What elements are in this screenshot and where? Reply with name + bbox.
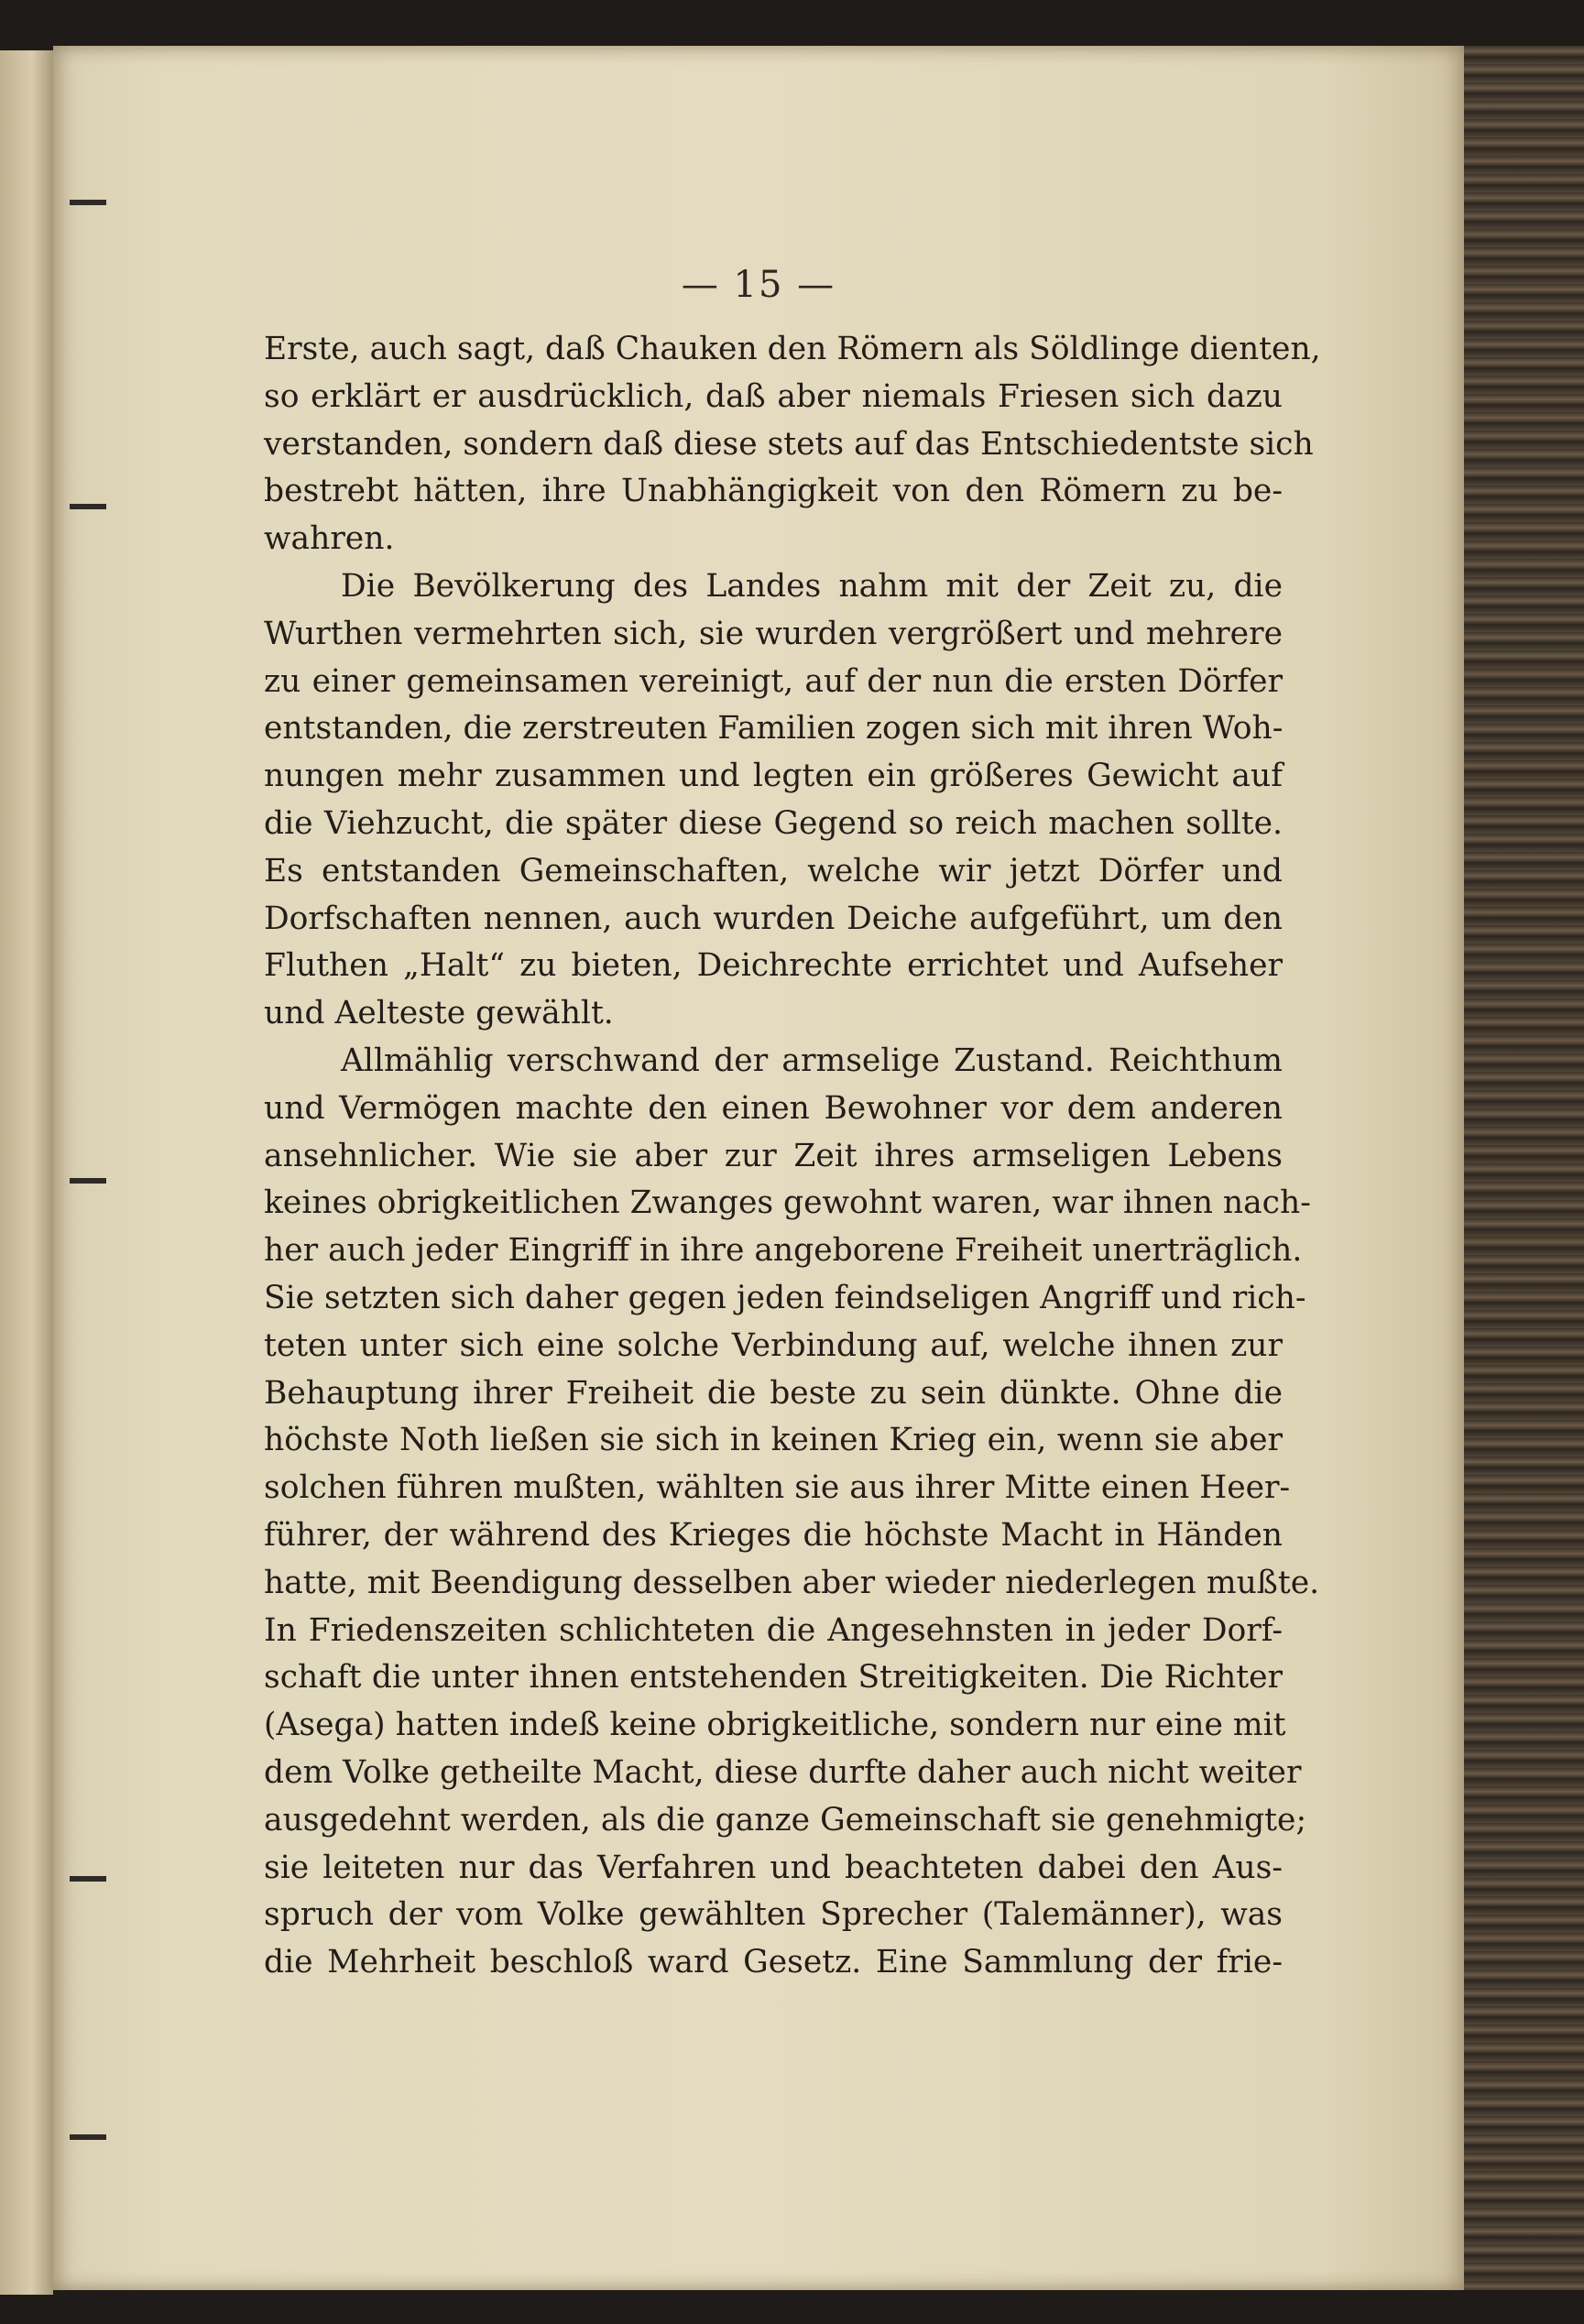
left-page-edge — [0, 50, 53, 2295]
text-line: sie leiteten nur das Verfahren und beachteten dabei den Aus- — [264, 1849, 1283, 1886]
text-line: Es entstanden Gemeinschaften, welche wir jetzt Dörfer und — [264, 852, 1283, 889]
text-line: Sie setzten sich daher gegen jeden feindseligen Angriff und rich- — [264, 1279, 1306, 1316]
text-line: Dorfschaften nennen, auch wurden Deiche aufgeführt, um den — [264, 900, 1283, 937]
text-line: hatte, mit Beendigung desselben aber wieder niederlegen mußte. — [264, 1564, 1320, 1601]
text-line: ausgedehnt werden, als die ganze Gemeinschaft sie genehmigte; — [264, 1801, 1307, 1838]
text-line: höchste Noth ließen sie sich in keinen Krieg ein, wenn sie aber — [264, 1422, 1283, 1459]
text-line: spruch der vom Volke gewählten Sprecher (Talemänner), was — [264, 1896, 1283, 1934]
text-line: Fluthen „Halt“ zu bieten, Deichrechte errichtet und Aufseher — [264, 947, 1283, 985]
text-line: Die Bevölkerung des Landes nahm mit der Zeit zu, die — [341, 567, 1283, 605]
text-line: Wurthen vermehrten sich, sie wurden vergrößert und mehrere — [264, 615, 1283, 652]
text-line: (Asega) hatten indeß keine obrigkeitliche, sondern nur eine mit — [264, 1707, 1286, 1744]
text-line: teten unter sich eine solche Verbindung auf, welche ihnen zur — [264, 1326, 1283, 1364]
text-line: In Friedenszeiten schlichteten die Angesehnsten in jeder Dorf- — [264, 1611, 1283, 1649]
body-text — [264, 326, 1321, 1987]
text-line: die Viehzucht, die später diese Gegend so reich machen sollte. — [264, 804, 1283, 842]
text-line: schaft die unter ihnen entstehenden Streitigkeiten. Die Richter — [264, 1659, 1283, 1697]
text-line: so erklärt er ausdrücklich, daß aber niemals Friesen sich dazu — [264, 377, 1283, 415]
text-line: nungen mehr zusammen und legten ein größeres Gewicht auf — [264, 758, 1283, 795]
text-line: zu einer gemeinsamen vereinigt, auf der nun die ersten Dörfer — [264, 662, 1283, 700]
text-line: dem Volke getheilte Macht, diese durfte daher auch nicht weiter — [264, 1753, 1302, 1791]
text-line: verstanden, sondern daß diese stets auf das Entschiedentste sich — [264, 425, 1314, 463]
text-line: wahren. — [264, 520, 395, 558]
text-line: Behauptung ihrer Freiheit die beste zu sein dünkte. Ohne die — [264, 1374, 1283, 1412]
text-line: Erste, auch sagt, daß Chauken den Römern als Söldlinge dienten, — [264, 331, 1321, 367]
text-line: her auch jeder Eingriff in ihre angeborene Freiheit unerträglich. — [264, 1232, 1303, 1270]
text-line: keines obrigkeitlichen Zwanges gewohnt waren, war ihnen nach- — [264, 1184, 1311, 1222]
text-line: ansehnlicher. Wie sie aber zur Zeit ihres armseligen Lebens — [264, 1137, 1283, 1174]
text-line: die Mehrheit beschloß ward Gesetz. Eine Sammlung der frie- — [264, 1944, 1283, 1981]
text-line: entstanden, die zerstreuten Familien zogen sich mit ihren Woh- — [264, 710, 1284, 747]
text-line: und Aelteste gewählt. — [264, 995, 614, 1032]
text-line: Allmählig verschwand der armselige Zustand. Reichthum — [341, 1042, 1283, 1079]
text-line: führer, der während des Krieges die höchste Macht in Händen — [264, 1516, 1283, 1554]
text-line: solchen führen mußten, wählten sie aus ihrer Mitte einen Heer- — [264, 1469, 1291, 1507]
text-line: und Vermögen machte den einen Bewohner vor dem anderen — [264, 1089, 1283, 1127]
text-line: bestrebt hätten, ihre Unabhängigkeit von den Römern zu be- — [264, 473, 1283, 510]
book-cover-edge — [1464, 46, 1584, 2290]
page-number: — 15 — — [681, 264, 836, 306]
book-page — [53, 46, 1464, 2290]
